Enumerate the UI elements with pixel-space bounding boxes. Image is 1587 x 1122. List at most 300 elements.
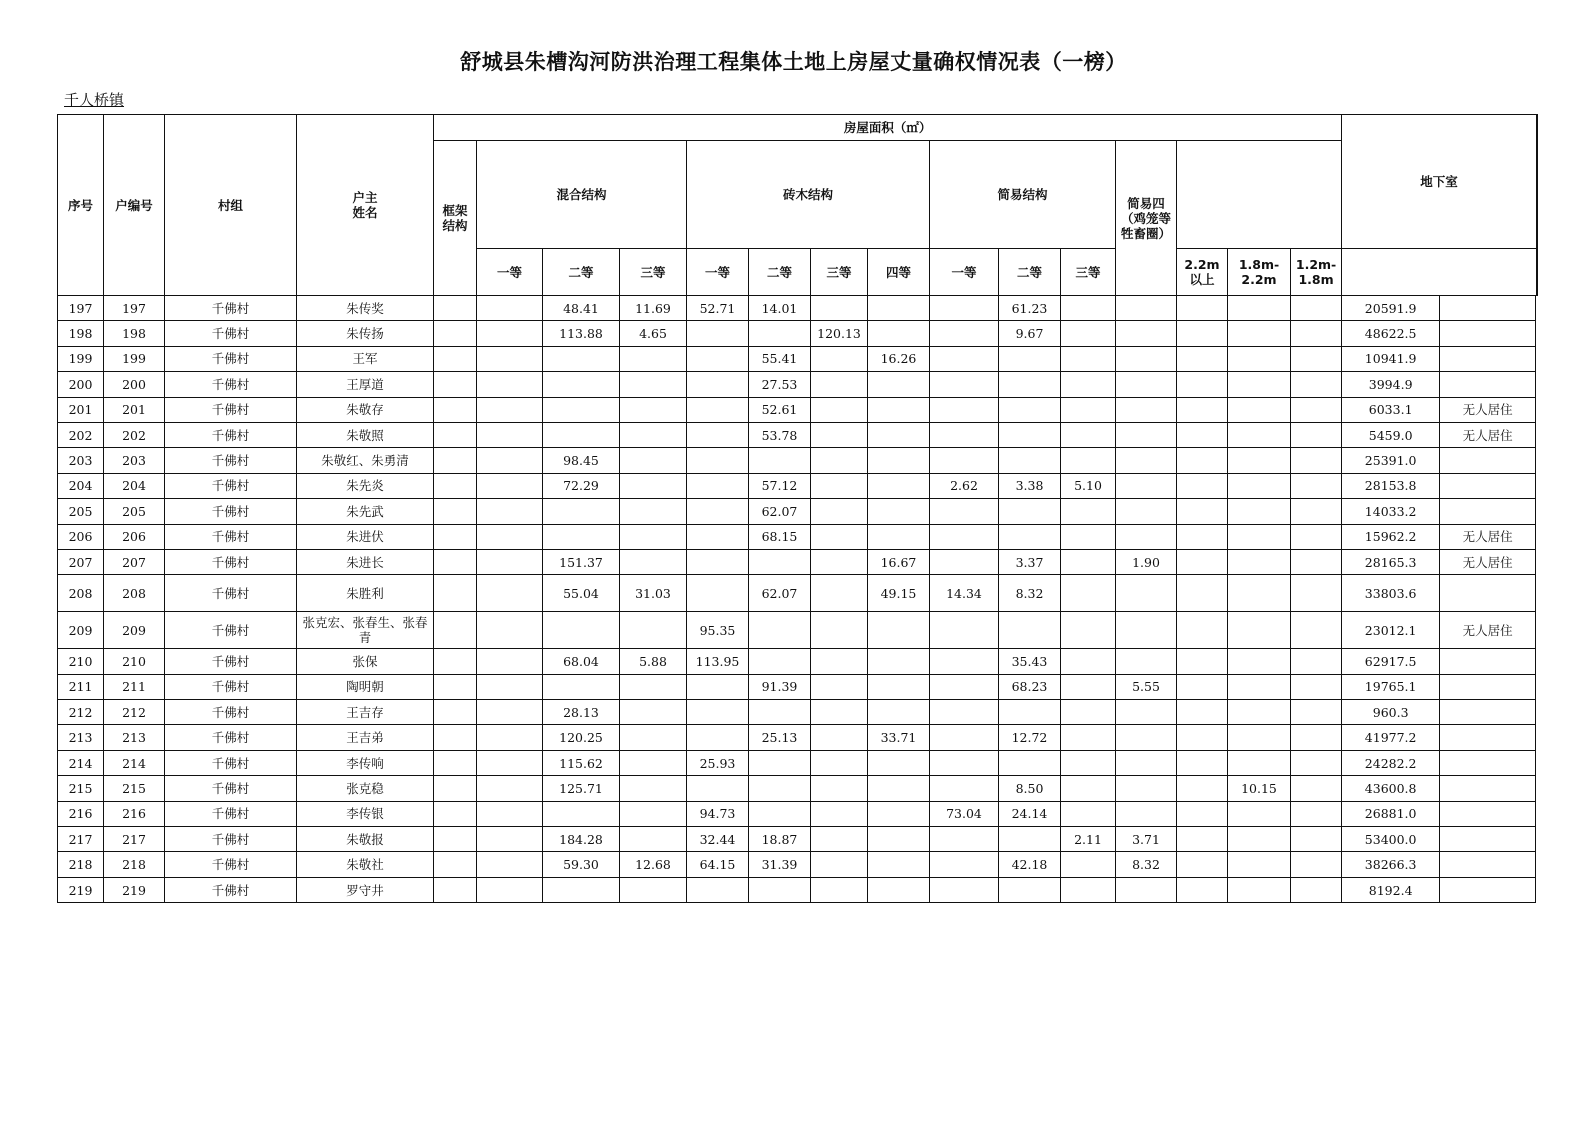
simple-grade1-cell — [930, 700, 999, 725]
remarks-cell — [1440, 448, 1536, 473]
seq-cell: 217 — [58, 827, 104, 852]
basement-b1-cell — [1177, 473, 1228, 498]
brick-grade2-cell: 31.39 — [749, 852, 811, 877]
simple-grade2-cell: 9.67 — [999, 321, 1061, 346]
brick-grade2-cell — [749, 549, 811, 574]
basement-b2-cell: 10.15 — [1228, 776, 1291, 801]
basement-b3-cell — [1291, 321, 1342, 346]
mixed-grade2-cell: 55.04 — [543, 575, 620, 612]
compensation-cell: 38266.3 — [1342, 852, 1440, 877]
remarks-cell — [1440, 473, 1536, 498]
mixed-grade1-cell — [477, 549, 543, 574]
brick-grade2-cell: 62.07 — [749, 575, 811, 612]
frame-cell — [434, 473, 477, 498]
simple-grade3-cell — [1061, 750, 1116, 775]
simple4-cell — [1116, 372, 1177, 397]
brick-grade3-cell — [811, 575, 868, 612]
table-row — [58, 524, 1538, 549]
compensation-cell: 48622.5 — [1342, 321, 1440, 346]
header-remarks — [1537, 115, 1538, 296]
basement-b1-cell — [1177, 448, 1228, 473]
brick-grade2-cell: 91.39 — [749, 674, 811, 699]
frame-cell — [434, 827, 477, 852]
owner-cell: 朱传扬 — [297, 321, 434, 346]
simple4-cell — [1116, 346, 1177, 371]
seq-cell: 213 — [58, 725, 104, 750]
brick-grade4-cell — [868, 422, 930, 447]
village-cell: 千佛村 — [165, 674, 297, 699]
simple-grade1-cell: 2.62 — [930, 473, 999, 498]
brick-grade3-cell — [811, 700, 868, 725]
frame-cell — [434, 524, 477, 549]
basement-b3-cell — [1291, 725, 1342, 750]
simple-grade2-cell — [999, 700, 1061, 725]
mixed-grade2-cell: 48.41 — [543, 296, 620, 321]
simple-grade3-cell — [1061, 725, 1116, 750]
mixed-grade2-cell — [543, 612, 620, 649]
remarks-cell — [1440, 750, 1536, 775]
seq-cell: 208 — [58, 575, 104, 612]
owner-cell: 朱传奖 — [297, 296, 434, 321]
brick-grade4-cell — [868, 801, 930, 826]
mixed-grade2-cell: 28.13 — [543, 700, 620, 725]
frame-cell — [434, 296, 477, 321]
header-brick-grade4: 四等 — [868, 249, 930, 296]
basement-b1-cell — [1177, 877, 1228, 902]
frame-cell — [434, 549, 477, 574]
compensation-cell: 14033.2 — [1342, 499, 1440, 524]
frame-cell — [434, 674, 477, 699]
seq-cell: 197 — [58, 296, 104, 321]
simple4-cell: 8.32 — [1116, 852, 1177, 877]
simple-grade1-cell — [930, 346, 999, 371]
simple4-cell — [1116, 575, 1177, 612]
owner-cell: 朱进长 — [297, 549, 434, 574]
owner-cell: 朱先武 — [297, 499, 434, 524]
frame-cell — [434, 321, 477, 346]
town-label: 千人桥镇 — [64, 91, 125, 109]
brick-grade4-cell — [868, 524, 930, 549]
seq-cell: 203 — [58, 448, 104, 473]
simple-grade3-cell — [1061, 776, 1116, 801]
basement-b3-cell — [1291, 372, 1342, 397]
header-simple-grade3: 三等 — [1061, 249, 1116, 296]
brick-grade1-cell: 94.73 — [687, 801, 749, 826]
mixed-grade3-cell — [620, 346, 687, 371]
header-basement-b1: 2.2m以上 — [1177, 249, 1228, 296]
simple-grade3-cell — [1061, 649, 1116, 674]
mixed-grade1-cell — [477, 422, 543, 447]
mixed-grade3-cell — [620, 725, 687, 750]
basement-b1-cell — [1177, 321, 1228, 346]
mixed-grade3-cell — [620, 750, 687, 775]
simple-grade1-cell — [930, 776, 999, 801]
header-seq: 序号 — [58, 115, 104, 296]
brick-grade4-cell — [868, 674, 930, 699]
frame-cell — [434, 499, 477, 524]
simple-grade1-cell — [930, 750, 999, 775]
owner-cell: 朱进伏 — [297, 524, 434, 549]
seq-cell: 212 — [58, 700, 104, 725]
compensation-cell: 15962.2 — [1342, 524, 1440, 549]
compensation-cell: 26881.0 — [1342, 801, 1440, 826]
mixed-grade3-cell — [620, 877, 687, 902]
header-simple-grade2: 二等 — [999, 249, 1061, 296]
frame-cell — [434, 852, 477, 877]
simple-grade1-cell — [930, 674, 999, 699]
basement-b2-cell — [1228, 612, 1291, 649]
brick-grade2-cell: 18.87 — [749, 827, 811, 852]
brick-grade4-cell — [868, 700, 930, 725]
simple4-cell — [1116, 473, 1177, 498]
header-brick-grade3: 三等 — [811, 249, 868, 296]
brick-grade4-cell — [868, 473, 930, 498]
compensation-cell: 8192.4 — [1342, 877, 1440, 902]
basement-b1-cell — [1177, 852, 1228, 877]
basement-b3-cell — [1291, 801, 1342, 826]
table-row — [58, 877, 1538, 902]
frame-cell — [434, 575, 477, 612]
compensation-cell: 28165.3 — [1342, 549, 1440, 574]
simple-grade3-cell — [1061, 612, 1116, 649]
mixed-grade2-cell: 125.71 — [543, 776, 620, 801]
brick-grade4-cell: 33.71 — [868, 725, 930, 750]
mixed-grade2-cell: 151.37 — [543, 549, 620, 574]
brick-grade3-cell: 120.13 — [811, 321, 868, 346]
mixed-grade2-cell — [543, 372, 620, 397]
compensation-cell: 960.3 — [1342, 700, 1440, 725]
basement-b1-cell — [1177, 296, 1228, 321]
owner-cell: 朱敬存 — [297, 397, 434, 422]
simple-grade1-cell — [930, 852, 999, 877]
simple4-cell — [1116, 750, 1177, 775]
remarks-cell — [1440, 674, 1536, 699]
mixed-grade2-cell — [543, 674, 620, 699]
simple-grade3-cell — [1061, 575, 1116, 612]
basement-b2-cell — [1228, 422, 1291, 447]
table-row — [58, 422, 1538, 447]
household-no-cell: 199 — [104, 346, 165, 371]
brick-grade1-cell — [687, 422, 749, 447]
brick-grade4-cell — [868, 877, 930, 902]
mixed-grade1-cell — [477, 801, 543, 826]
brick-grade3-cell — [811, 776, 868, 801]
brick-grade2-cell — [749, 612, 811, 649]
brick-grade1-cell: 64.15 — [687, 852, 749, 877]
owner-cell: 王军 — [297, 346, 434, 371]
remarks-cell — [1440, 296, 1536, 321]
simple-grade1-cell — [930, 549, 999, 574]
mixed-grade3-cell — [620, 524, 687, 549]
header-basement-b3: 1.2m-1.8m — [1291, 249, 1342, 296]
village-cell: 千佛村 — [165, 877, 297, 902]
brick-grade3-cell — [811, 422, 868, 447]
brick-grade2-cell — [749, 700, 811, 725]
mixed-grade1-cell — [477, 321, 543, 346]
header-village: 村组 — [165, 115, 297, 296]
basement-b3-cell — [1291, 397, 1342, 422]
village-cell: 千佛村 — [165, 346, 297, 371]
simple-grade3-cell: 5.10 — [1061, 473, 1116, 498]
compensation-cell: 53400.0 — [1342, 827, 1440, 852]
seq-cell: 206 — [58, 524, 104, 549]
brick-grade4-cell — [868, 372, 930, 397]
brick-grade2-cell: 62.07 — [749, 499, 811, 524]
frame-cell — [434, 422, 477, 447]
village-cell: 千佛村 — [165, 700, 297, 725]
owner-cell: 朱敬红、朱勇清 — [297, 448, 434, 473]
mixed-grade1-cell — [477, 499, 543, 524]
simple-grade2-cell — [999, 397, 1061, 422]
table-row — [58, 296, 1538, 321]
mixed-grade1-cell — [477, 649, 543, 674]
mixed-grade3-cell — [620, 448, 687, 473]
simple-grade1-cell — [930, 296, 999, 321]
brick-grade4-cell — [868, 750, 930, 775]
simple4-cell — [1116, 397, 1177, 422]
basement-b3-cell — [1291, 499, 1342, 524]
frame-cell — [434, 397, 477, 422]
mixed-grade1-cell — [477, 612, 543, 649]
brick-grade3-cell — [811, 448, 868, 473]
header-basement-b2: 1.8m-2.2m — [1228, 249, 1291, 296]
header-area-group: 房屋面积（㎡） — [434, 115, 1342, 141]
basement-b1-cell — [1177, 750, 1228, 775]
brick-grade3-cell — [811, 852, 868, 877]
basement-b2-cell — [1228, 877, 1291, 902]
remarks-cell — [1440, 827, 1536, 852]
village-cell: 千佛村 — [165, 801, 297, 826]
table-row — [58, 612, 1538, 649]
mixed-grade1-cell — [477, 448, 543, 473]
village-cell: 千佛村 — [165, 448, 297, 473]
simple4-cell — [1116, 524, 1177, 549]
table-row — [58, 852, 1538, 877]
brick-grade4-cell: 16.26 — [868, 346, 930, 371]
household-no-cell: 213 — [104, 725, 165, 750]
owner-cell: 李传银 — [297, 801, 434, 826]
basement-b1-cell — [1177, 725, 1228, 750]
simple-grade2-cell: 3.38 — [999, 473, 1061, 498]
compensation-cell: 3994.9 — [1342, 372, 1440, 397]
mixed-grade2-cell: 59.30 — [543, 852, 620, 877]
compensation-cell: 20591.9 — [1342, 296, 1440, 321]
basement-b1-cell — [1177, 397, 1228, 422]
mixed-grade1-cell — [477, 296, 543, 321]
remarks-cell: 无人居住 — [1440, 524, 1536, 549]
simple-grade1-cell — [930, 397, 999, 422]
household-no-cell: 218 — [104, 852, 165, 877]
household-no-cell: 198 — [104, 321, 165, 346]
seq-cell: 198 — [58, 321, 104, 346]
owner-cell: 朱先炎 — [297, 473, 434, 498]
owner-cell: 王厚道 — [297, 372, 434, 397]
household-no-cell: 200 — [104, 372, 165, 397]
brick-grade1-cell — [687, 700, 749, 725]
seq-cell: 211 — [58, 674, 104, 699]
simple-grade1-cell — [930, 877, 999, 902]
brick-grade4-cell — [868, 499, 930, 524]
village-cell: 千佛村 — [165, 321, 297, 346]
seq-cell: 210 — [58, 649, 104, 674]
household-no-cell: 207 — [104, 549, 165, 574]
seq-cell: 199 — [58, 346, 104, 371]
frame-cell — [434, 372, 477, 397]
brick-grade2-cell — [749, 776, 811, 801]
brick-grade2-cell: 68.15 — [749, 524, 811, 549]
simple-grade1-cell — [930, 725, 999, 750]
remarks-cell — [1440, 321, 1536, 346]
remarks-cell — [1440, 575, 1536, 612]
mixed-grade1-cell — [477, 575, 543, 612]
simple-grade2-cell: 61.23 — [999, 296, 1061, 321]
brick-grade1-cell — [687, 321, 749, 346]
simple4-cell — [1116, 725, 1177, 750]
simple4-cell — [1116, 776, 1177, 801]
village-cell: 千佛村 — [165, 575, 297, 612]
simple-grade1-cell — [930, 649, 999, 674]
table-row — [58, 346, 1538, 371]
mixed-grade1-cell — [477, 473, 543, 498]
property-table — [57, 114, 1538, 903]
remarks-cell — [1440, 649, 1536, 674]
brick-grade1-cell — [687, 877, 749, 902]
seq-cell: 202 — [58, 422, 104, 447]
brick-grade2-cell: 14.01 — [749, 296, 811, 321]
compensation-cell: 19765.1 — [1342, 674, 1440, 699]
brick-grade4-cell: 16.67 — [868, 549, 930, 574]
mixed-grade3-cell — [620, 549, 687, 574]
village-cell: 千佛村 — [165, 776, 297, 801]
compensation-cell: 28153.8 — [1342, 473, 1440, 498]
simple-grade2-cell — [999, 448, 1061, 473]
brick-grade2-cell: 52.61 — [749, 397, 811, 422]
brick-grade1-cell — [687, 575, 749, 612]
frame-cell — [434, 750, 477, 775]
simple-grade1-cell — [930, 448, 999, 473]
brick-grade1-cell — [687, 499, 749, 524]
basement-b2-cell — [1228, 448, 1291, 473]
remarks-cell — [1440, 852, 1536, 877]
mixed-grade2-cell: 68.04 — [543, 649, 620, 674]
basement-b2-cell — [1228, 700, 1291, 725]
header-brick-grade1: 一等 — [687, 249, 749, 296]
brick-grade3-cell — [811, 372, 868, 397]
mixed-grade1-cell — [477, 346, 543, 371]
brick-grade4-cell — [868, 321, 930, 346]
mixed-grade3-cell: 12.68 — [620, 852, 687, 877]
brick-grade1-cell — [687, 725, 749, 750]
table-row — [58, 827, 1538, 852]
brick-grade3-cell — [811, 296, 868, 321]
household-no-cell: 209 — [104, 612, 165, 649]
village-cell: 千佛村 — [165, 725, 297, 750]
brick-grade4-cell — [868, 448, 930, 473]
brick-grade1-cell: 95.35 — [687, 612, 749, 649]
basement-b2-cell — [1228, 575, 1291, 612]
basement-b3-cell — [1291, 827, 1342, 852]
owner-cell: 朱敬照 — [297, 422, 434, 447]
simple-grade2-cell — [999, 372, 1061, 397]
basement-b2-cell — [1228, 397, 1291, 422]
table-row — [58, 549, 1538, 574]
basement-b3-cell — [1291, 674, 1342, 699]
basement-b3-cell — [1291, 612, 1342, 649]
seq-cell: 201 — [58, 397, 104, 422]
seq-cell: 205 — [58, 499, 104, 524]
mixed-grade1-cell — [477, 397, 543, 422]
basement-b1-cell — [1177, 499, 1228, 524]
village-cell: 千佛村 — [165, 827, 297, 852]
simple-grade1-cell — [930, 524, 999, 549]
household-no-cell: 217 — [104, 827, 165, 852]
owner-cell: 张克稳 — [297, 776, 434, 801]
basement-b1-cell — [1177, 827, 1228, 852]
compensation-cell: 24282.2 — [1342, 750, 1440, 775]
simple-grade1-cell — [930, 422, 999, 447]
owner-cell: 罗守井 — [297, 877, 434, 902]
table-row — [58, 473, 1538, 498]
seq-cell: 214 — [58, 750, 104, 775]
basement-b2-cell — [1228, 524, 1291, 549]
brick-grade1-cell — [687, 549, 749, 574]
brick-grade3-cell — [811, 524, 868, 549]
village-cell: 千佛村 — [165, 612, 297, 649]
frame-cell — [434, 776, 477, 801]
header-owner: 户主 姓名 — [297, 115, 434, 296]
mixed-grade3-cell — [620, 473, 687, 498]
brick-grade1-cell — [687, 346, 749, 371]
table-row — [58, 372, 1538, 397]
seq-cell: 218 — [58, 852, 104, 877]
village-cell: 千佛村 — [165, 649, 297, 674]
basement-b1-cell — [1177, 372, 1228, 397]
basement-b1-cell — [1177, 575, 1228, 612]
simple4-cell — [1116, 612, 1177, 649]
owner-cell: 李传响 — [297, 750, 434, 775]
basement-b2-cell — [1228, 372, 1291, 397]
basement-b3-cell — [1291, 524, 1342, 549]
page-title: 舒城县朱槽沟河防洪治理工程集体土地上房屋丈量确权情况表（一榜） — [460, 50, 1127, 74]
basement-b1-cell — [1177, 674, 1228, 699]
simple-grade2-cell: 8.50 — [999, 776, 1061, 801]
basement-b2-cell — [1228, 674, 1291, 699]
seq-cell: 215 — [58, 776, 104, 801]
basement-b1-cell — [1177, 612, 1228, 649]
table-row — [58, 801, 1538, 826]
remarks-cell — [1440, 725, 1536, 750]
simple-grade1-cell — [930, 321, 999, 346]
owner-cell: 朱敬报 — [297, 827, 434, 852]
mixed-grade1-cell — [477, 877, 543, 902]
basement-b3-cell — [1291, 473, 1342, 498]
mixed-grade3-cell: 31.03 — [620, 575, 687, 612]
village-cell: 千佛村 — [165, 549, 297, 574]
brick-grade3-cell — [811, 725, 868, 750]
compensation-cell: 6033.1 — [1342, 397, 1440, 422]
owner-cell: 朱敬社 — [297, 852, 434, 877]
brick-grade3-cell — [811, 397, 868, 422]
mixed-grade3-cell: 5.88 — [620, 649, 687, 674]
remarks-cell — [1440, 346, 1536, 371]
household-no-cell: 208 — [104, 575, 165, 612]
header-simple: 简易结构 — [930, 141, 1116, 249]
brick-grade3-cell — [811, 827, 868, 852]
simple4-cell — [1116, 649, 1177, 674]
remarks-cell — [1440, 372, 1536, 397]
table-row — [58, 674, 1538, 699]
brick-grade1-cell: 113.95 — [687, 649, 749, 674]
